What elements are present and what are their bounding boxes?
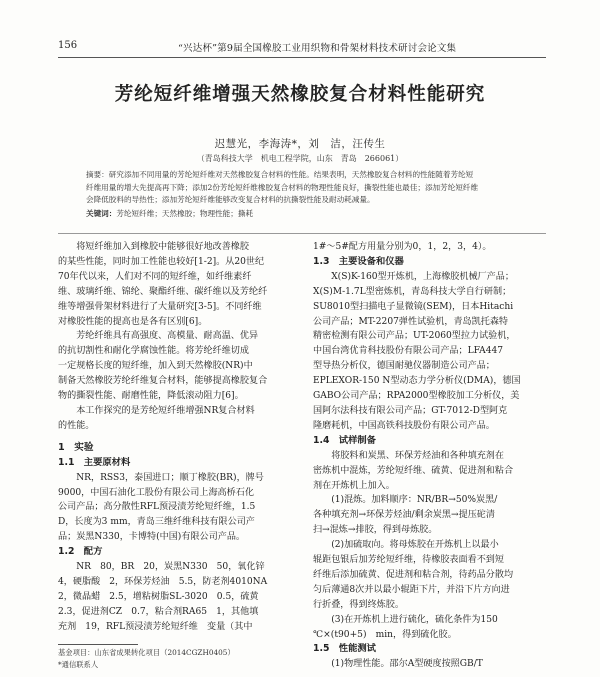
body-line: 充剂 19，RFL预浸渍芳纶短纤维 变量（其中 — [58, 621, 253, 632]
abstract-line: 会降低胶料的导热性；添加芳纶短纤维能够改变复合材料的抗撕裂性能及耐动耗减量。 — [86, 195, 375, 205]
body-line: 维等增强骨架材料进行了大量研究[3-5]。不同纤维 — [58, 301, 262, 312]
section-heading: 1.5 性能测试 — [313, 643, 376, 655]
abstract-rule — [58, 233, 546, 234]
body-line: 公司产品；高分散性RFL预浸渍芳纶短纤维，1.5 — [58, 502, 256, 513]
body-line: 的某些性能，同时加工性能也较好[1-2]。从20世纪 — [58, 256, 265, 267]
footnote-rule — [58, 644, 138, 645]
body-line: X(S)M-1.7L型密炼机，青岛科技大学自行研制； — [313, 286, 512, 297]
spacer — [58, 434, 294, 441]
right-column — [313, 240, 549, 672]
body-line: X(S)K-160型开炼机，上海橡胶机械厂产品； — [313, 271, 514, 282]
keywords — [86, 208, 518, 221]
body-line: 精密检测有限公司产品；UT-2060型拉力试验机， — [313, 331, 516, 342]
corresponding-footnote: *通信联系人 — [58, 660, 99, 669]
body-line: EPLEXOR-150 N型动态力学分析仪(DMA)，德国 — [313, 376, 521, 387]
body-line: 将短纤维加入到橡胶中能够很好地改善橡胶 — [58, 242, 249, 252]
body-line: 一定规格长度的短纤维，加入到天然橡胶(NR)中 — [58, 361, 253, 372]
page-number: 156 — [58, 40, 78, 51]
body-line: 制备天然橡胶芳纶纤维复合材料，能够提高橡胶复合 — [58, 376, 268, 387]
section-heading: 1.1 主要原材料 — [58, 456, 131, 468]
header-rule — [58, 57, 546, 58]
body-line: 70年代以来，人们对不同的短纤维，如纤维素纤 — [58, 271, 252, 282]
body-line: 中国台湾优肯科技股份有限公司产品；LFA447 — [313, 346, 504, 357]
body-line: 2，微晶蜡 2.5，增粘树脂SL-3020 0.5，硫黄 — [58, 591, 259, 602]
body-line: 2.3，促进剂CZ 0.7，粘合剂RA65 1，其他填 — [58, 606, 259, 617]
section-heading: 1.3 主要设备和仪器 — [313, 255, 404, 267]
journal-header: “兴达杯”第9届全国橡胶工业用织物和骨架材料技术研讨会论文集 — [178, 43, 457, 54]
body-line: 将胶料和炭黑、环保芳烃油和各种填充剂在 — [313, 450, 504, 461]
body-line: 物的撕裂性能、耐磨性能，降低滚动阻力[6]。 — [58, 391, 244, 402]
body-line: D，长度为3 mm，青岛三维纤维科技有限公司产 — [58, 517, 255, 528]
body-line: GABO公司产品；RPA2000型橡胶加工分析仪，美 — [313, 391, 520, 402]
abstract-line: 摘要：研究添加不同用量的芳纶短纤维对天然橡胶复合材料的性能。结果表明，天然橡胶复合材料的性能随着芳纶短 — [86, 170, 474, 179]
affiliation: （青岛科技大学 机电工程学院，山东 青岛 266061） — [196, 154, 404, 163]
body-line: 4，硬脂酸 2，环保芳烃油 5.5，防老剂4010NA — [58, 576, 268, 587]
body-line: (1)混炼。加料顺序：NR/BR→50%炭黑/ — [313, 495, 498, 506]
fund-footnote: 基金项目：山东省成果转化项目（2014CGZH0405） — [58, 648, 235, 657]
body-line: 匀后薄通8次并以最小辊距下片，并沿下片方向进 — [313, 584, 510, 595]
body-line: 隆磨耗机，中国高铁科技股份有限公司产品。 — [313, 420, 495, 431]
body-line: 芳纶纤维具有高强度、高模量、耐高温、优异 — [58, 331, 259, 342]
body-line: 辊距包银后加芳纶短纤维，待橡胶表面看不到短 — [313, 555, 504, 566]
abstract — [86, 169, 518, 220]
body-line: 剂在开炼机上加入。 — [313, 480, 395, 491]
body-line: (3)在开炼机上进行硫化，硫化条件为150 — [313, 614, 498, 625]
body-line: 的性能。 — [58, 420, 95, 431]
body-line: ℃×(t90+5) min，得到硫化胶。 — [313, 629, 457, 640]
authors: 迟慧光，李海涛*，刘 洁，汪传生 — [214, 138, 386, 150]
body-line: 纤维后添加硫黄、促进剂和粘合剂，待药品分散均 — [313, 569, 514, 580]
body-line: 型导热分析仪，德国耐驰仪器制造公司产品； — [313, 361, 495, 372]
section-heading: 1.4 试样制备 — [313, 434, 376, 446]
body-line: 密炼机中混炼，芳纶短纤维、硫黄、促进剂和粘合 — [313, 465, 514, 476]
abstract-line: 纤维用量的增大先提高再下降；添加2份芳纶短纤维橡胶复合材料的物理性能良好，撕裂性能也最佳；添加芳纶短纤维 — [86, 182, 479, 192]
left-column — [58, 240, 294, 635]
paper-title: 芳纶短纤维增强天然橡胶复合材料性能研究 — [114, 84, 486, 105]
body-line: 各种填充剂→环保芳烃油/剩余炭黑→提压砣清 — [313, 510, 495, 521]
keywords-text: 芳纶短纤维；天然橡胶；物理性能；撕耗 — [116, 208, 254, 218]
body-line: 的抗切割性和耐化学腐蚀性能。将芳纶纤维切成 — [58, 346, 249, 357]
section-heading: 1.2 配方 — [58, 546, 103, 558]
body-line: 本工作探究的是芳纶短纤维增强NR复合材料 — [58, 405, 255, 416]
body-line: 1#～5#配方用量分别为0，1，2，3，4）。 — [313, 242, 492, 252]
body-line: 9000，中国石油化工股份有限公司上海高桥石化 — [58, 487, 254, 498]
body-line: 公司产品；MT-2207弹性试验机，青岛凯托森特 — [313, 316, 509, 327]
body-line: SU8010型扫描电子显微镜(SEM)，日本Hitachi — [313, 301, 514, 312]
body-line: NR 80，BR 20，炭黑N330 50，氧化锌 — [58, 562, 265, 573]
section-heading: 1 实验 — [58, 441, 94, 453]
body-line: 维、玻璃纤维、锦纶、聚酯纤维、碳纤维以及芳纶纤 — [58, 286, 268, 297]
body-line: 行折叠，得到终炼胶。 — [313, 599, 404, 610]
body-line: 扫→混炼→排胶，得到母炼胶。 — [313, 525, 438, 536]
body-line: 品；炭黑N330，卡博特(中国)有限公司产品。 — [58, 532, 246, 543]
body-line: NR，RSS3，泰国进口；顺丁橡胶(BR)，牌号 — [58, 472, 264, 483]
body-line: 对橡胶性能的提高也是各有区别[6]。 — [58, 316, 208, 327]
body-line: (1)物理性能。邵尔A型硬度按照GB/T — [313, 659, 483, 670]
body-line: (2)加硫取向。将母炼胶在开炼机上以最小 — [313, 540, 499, 551]
body-line: 国阿尔法科技有限公司产品；GT-7012-D型阿克 — [313, 405, 508, 416]
keywords-label: 关键词： — [86, 208, 117, 218]
